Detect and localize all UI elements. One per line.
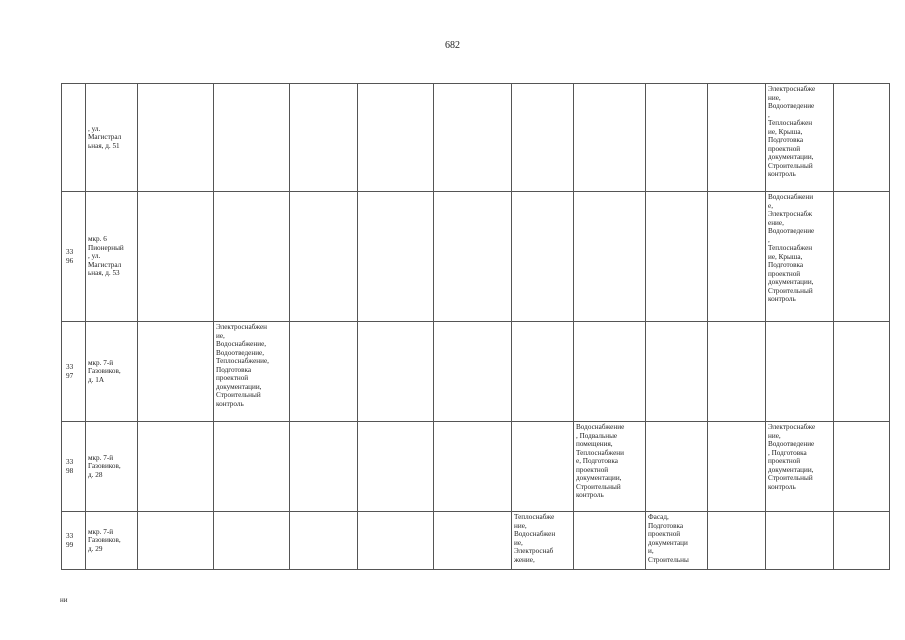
work-type-cell	[766, 512, 834, 570]
work-type-cell	[834, 422, 890, 512]
work-type-cell	[512, 84, 574, 192]
page-number: 682	[445, 40, 460, 51]
work-type-cell	[290, 422, 358, 512]
work-type-cell	[708, 322, 766, 422]
work-type-cell	[646, 422, 708, 512]
work-type-cell: Электроснабже ние, Водоотведение , Подготовка проектной документации, Строительный контроль	[766, 422, 834, 512]
work-type-cell	[512, 192, 574, 322]
work-type-cell	[574, 512, 646, 570]
work-type-cell	[214, 192, 290, 322]
work-type-cell	[358, 512, 434, 570]
work-type-cell: Электроснабже ние, Водоотведение , Теплоснабжен ие, Крыша, Подготовка проектной документации, Строительный контроль	[766, 84, 834, 192]
address-cell: мкр. 6 Пионерный , ул. Магистрал ьная, д. 53	[86, 192, 138, 322]
work-type-cell	[290, 192, 358, 322]
work-type-cell	[708, 422, 766, 512]
work-type-cell	[358, 422, 434, 512]
address-cell: , ул. Магистрал ьная, д. 51	[86, 84, 138, 192]
work-type-cell	[834, 512, 890, 570]
work-type-cell	[512, 422, 574, 512]
work-type-cell	[708, 192, 766, 322]
table-row	[62, 192, 890, 322]
work-type-cell	[574, 192, 646, 322]
work-type-cell	[574, 322, 646, 422]
work-type-cell	[834, 192, 890, 322]
work-type-cell	[214, 84, 290, 192]
work-type-cell	[434, 192, 512, 322]
work-type-cell	[512, 322, 574, 422]
row-number-cell	[62, 84, 86, 192]
work-type-cell	[214, 512, 290, 570]
work-type-cell	[766, 322, 834, 422]
work-type-cell	[138, 192, 214, 322]
address-cell: мкр. 7-й Газовиков, д. 1А	[86, 322, 138, 422]
work-type-cell	[290, 512, 358, 570]
work-type-cell	[646, 322, 708, 422]
row-number-cell: 33 96	[62, 192, 86, 322]
work-type-cell	[138, 422, 214, 512]
work-type-cell	[358, 192, 434, 322]
work-type-cell	[646, 192, 708, 322]
table-row	[62, 422, 890, 512]
work-type-cell	[708, 512, 766, 570]
work-type-cell	[138, 322, 214, 422]
work-type-cell: Электроснабжен ие, Водоснабжение, Водоотведение, Теплоснабжение, Подготовка проектной документации, Строительный контроль	[214, 322, 290, 422]
work-type-cell	[358, 84, 434, 192]
work-type-cell	[138, 84, 214, 192]
address-cell: мкр. 7-й Газовиков, д. 29	[86, 512, 138, 570]
row-number-cell: 33 99	[62, 512, 86, 570]
work-type-cell: Теплоснабже ние, Водоснабжен ие, Электроснаб жение,	[512, 512, 574, 570]
work-type-cell	[434, 84, 512, 192]
work-type-cell	[434, 512, 512, 570]
table-row	[62, 512, 890, 570]
row-number-cell: 33 97	[62, 322, 86, 422]
work-type-cell	[290, 322, 358, 422]
work-type-cell	[834, 322, 890, 422]
work-type-cell: Фасад, Подготовка проектной документаци и, Строительны	[646, 512, 708, 570]
work-type-cell	[138, 512, 214, 570]
work-type-cell	[358, 322, 434, 422]
address-cell: мкр. 7-й Газовиков, д. 28	[86, 422, 138, 512]
work-type-cell	[434, 322, 512, 422]
work-type-cell	[708, 84, 766, 192]
work-type-cell: Водоснабжение , Подвальные помещения, Теплоснабжени е, Подготовка проектной документации, Строительный контроль	[574, 422, 646, 512]
row-number-cell: 33 98	[62, 422, 86, 512]
work-type-cell	[290, 84, 358, 192]
work-type-cell	[834, 84, 890, 192]
footer-note: ни	[60, 596, 68, 604]
work-type-cell	[434, 422, 512, 512]
table-row	[62, 84, 890, 192]
work-type-cell	[646, 84, 708, 192]
work-type-cell	[574, 84, 646, 192]
work-type-cell	[214, 422, 290, 512]
work-type-cell: Водоснабжени е, Электроснабж ение, Водоотведение , Теплоснабжен ие, Крыша, Подготовка проектной документации, Строительный контроль	[766, 192, 834, 322]
table-row	[62, 322, 890, 422]
repair-schedule-table	[61, 83, 890, 570]
